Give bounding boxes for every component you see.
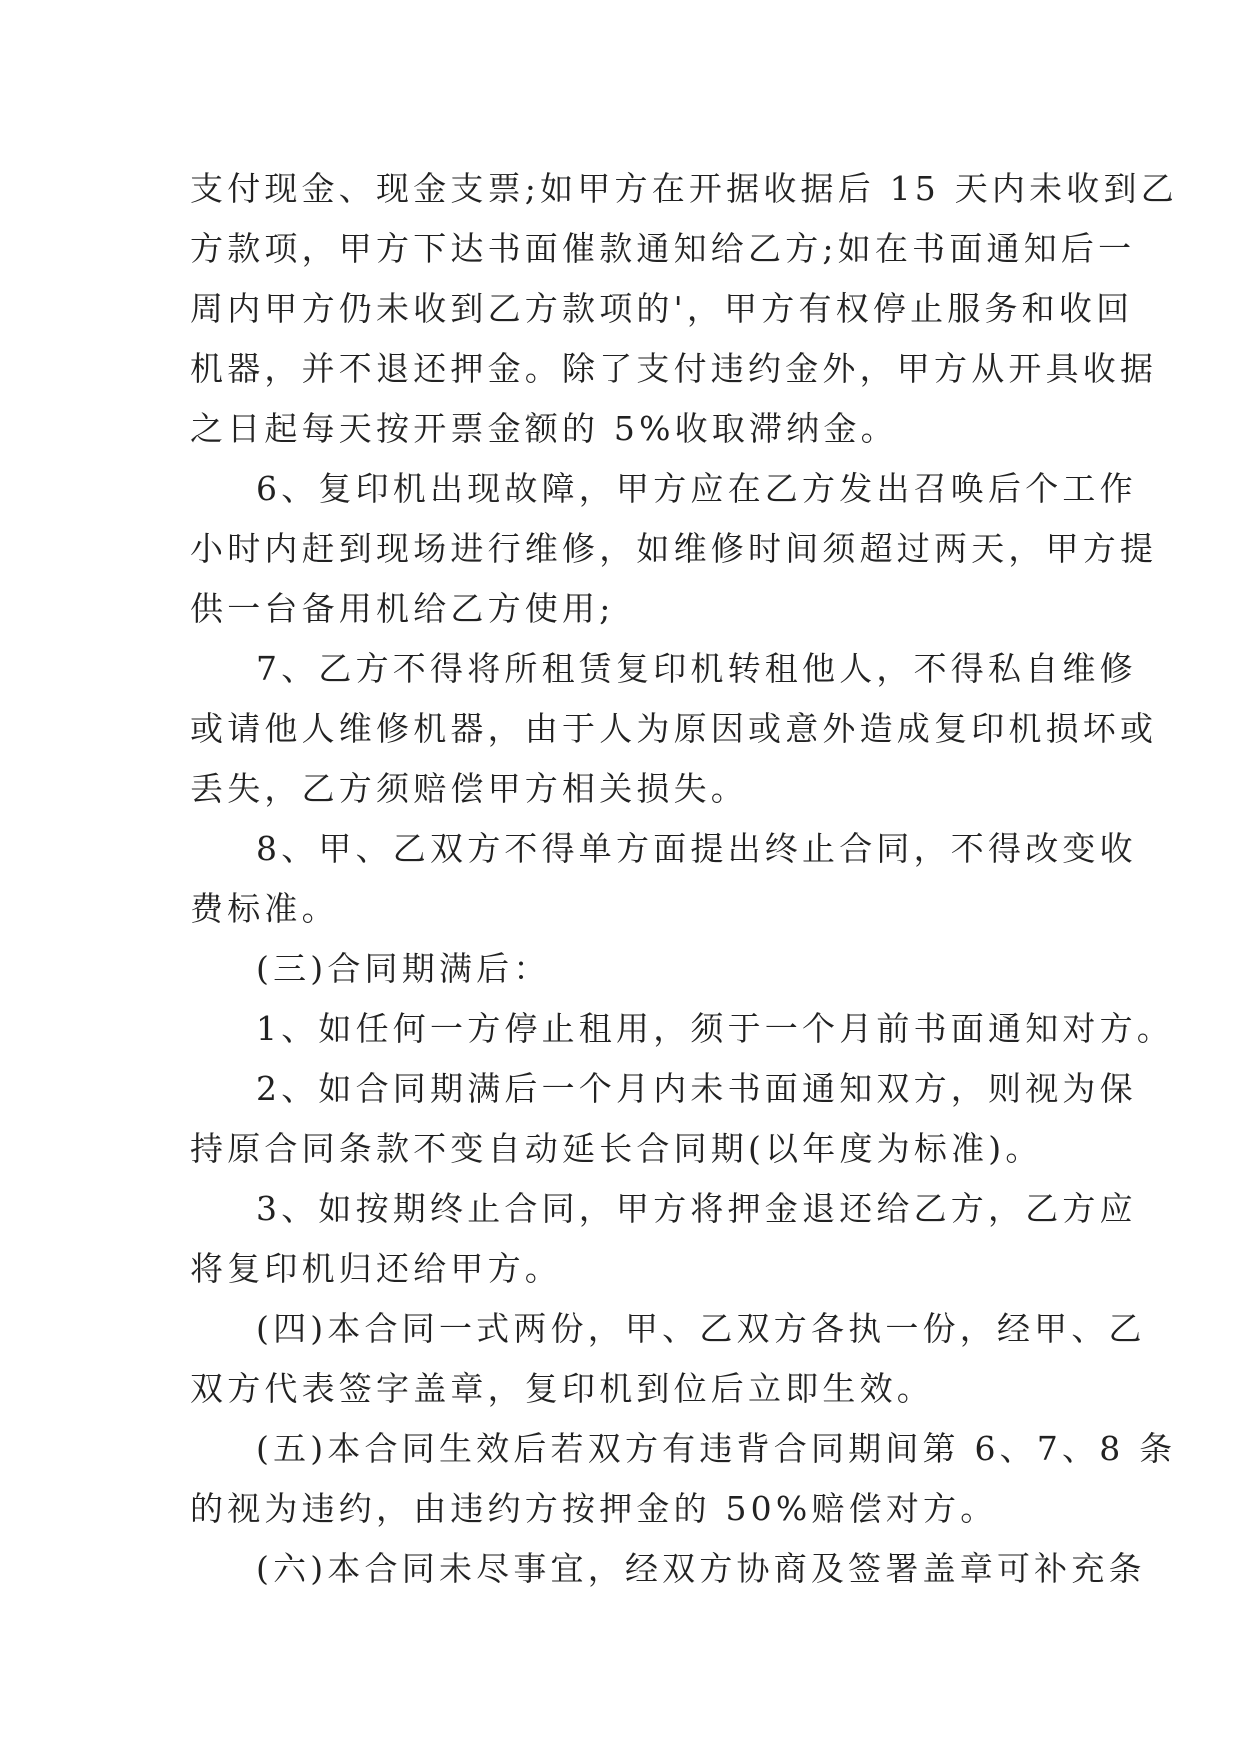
clause-7-line: 7、乙方不得将所租赁复印机转租他人，不得私自维修	[256, 649, 1137, 688]
text-line: 机器，并不退还押金。除了支付违约金外，甲方从开具收据	[190, 349, 1158, 388]
text-line: 或请他人维修机器，由于人为原因或意外造成复印机损坏或	[190, 709, 1158, 748]
section-3-item-3: 3、如按期终止合同，甲方将押金退还给乙方，乙方应	[256, 1189, 1137, 1228]
text-line: 费标准。	[190, 889, 339, 928]
text-line: 双方代表签字盖章，复印机到位后立即生效。	[190, 1369, 934, 1408]
text-line: 小时内赶到现场进行维修，如维修时间须超过两天，甲方提	[190, 529, 1158, 568]
text-line: 之日起每天按开票金额的 5%收取滞纳金。	[190, 409, 898, 448]
section-3-item-1: 1、如任何一方停止租用，须于一个月前书面通知对方。	[256, 1009, 1174, 1048]
text-line: 将复印机归还给甲方。	[190, 1249, 562, 1288]
clause-6-line: 6、复印机出现故障，甲方应在乙方发出召唤后个工作	[256, 469, 1137, 508]
text-line: 供一台备用机给乙方使用;	[190, 589, 615, 628]
section-5-paragraph: (五)本合同生效后若双方有违背合同期间第 6、7、8 条	[256, 1429, 1177, 1468]
text-line: 持原合同条款不变自动延长合同期(以年度为标准)。	[190, 1129, 1043, 1168]
text-line: 支付现金、现金支票;如甲方在开据收据后 15 天内未收到乙	[190, 169, 1178, 208]
text-line: 丢失，乙方须赔偿甲方相关损失。	[190, 769, 748, 808]
section-3-item-2: 2、如合同期满后一个月内未书面通知双方，则视为保	[256, 1069, 1137, 1108]
section-6-paragraph: (六)本合同未尽事宜，经双方协商及签署盖章可补充条	[256, 1549, 1146, 1588]
section-3-heading: (三)合同期满后：	[256, 949, 551, 988]
text-line: 周内甲方仍未收到乙方款项的'，甲方有权停止服务和收回	[190, 289, 1134, 328]
section-4-paragraph: (四)本合同一式两份，甲、乙双方各执一份，经甲、乙	[256, 1309, 1146, 1348]
clause-8-line: 8、甲、乙双方不得单方面提出终止合同，不得改变收	[256, 829, 1137, 868]
text-line: 方款项，甲方下达书面催款通知给乙方;如在书面通知后一	[190, 229, 1136, 268]
text-line: 的视为违约，由违约方按押金的 50%赔偿对方。	[190, 1489, 998, 1528]
contract-text	[190, 159, 1178, 1599]
